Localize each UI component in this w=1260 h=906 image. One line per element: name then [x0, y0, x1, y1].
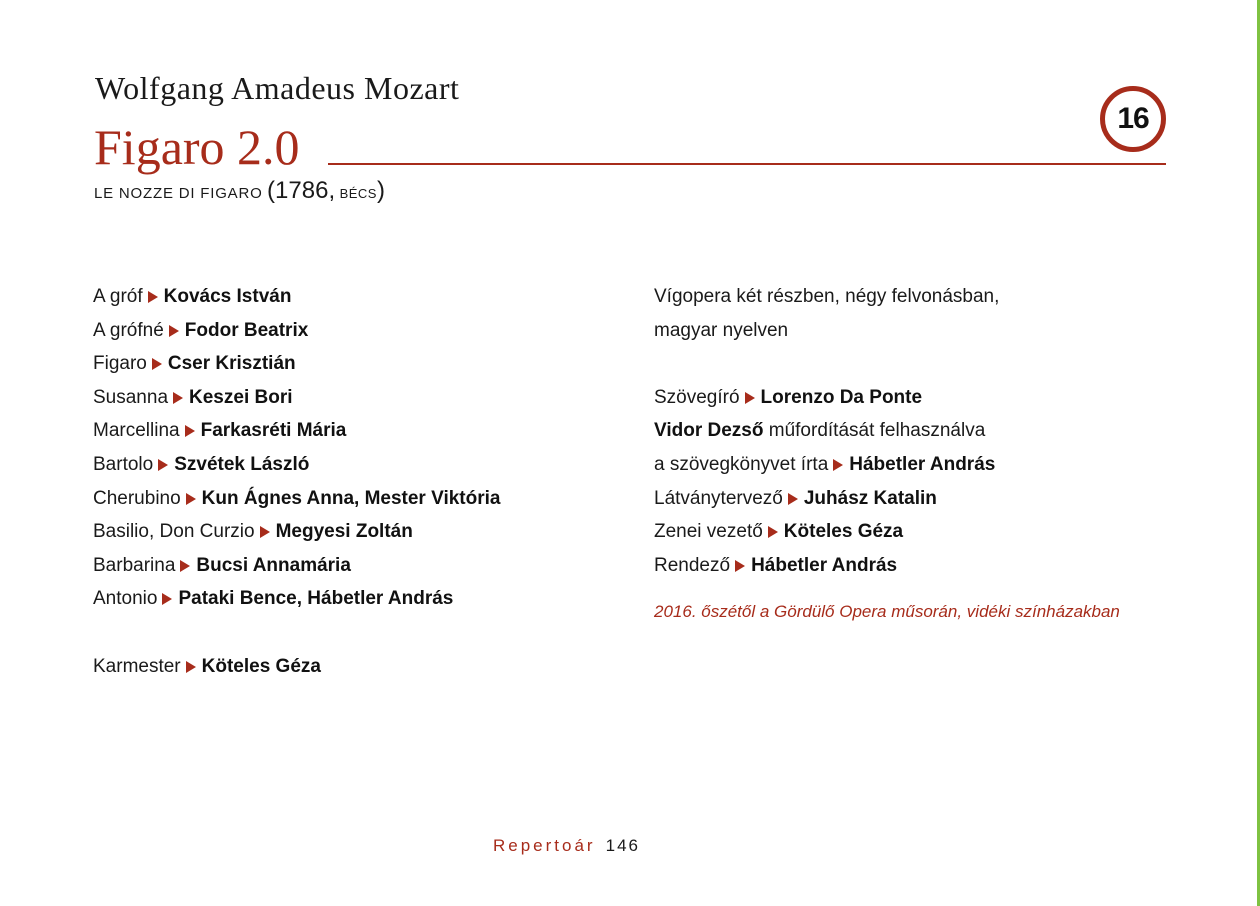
cast-row	[93, 482, 500, 516]
adaptation-row	[654, 448, 1120, 482]
cast-name: Pataki Bence, Hábetler András	[178, 588, 454, 610]
cast-role: Figaro	[93, 353, 147, 375]
cast-row	[93, 448, 500, 482]
spacer	[654, 347, 1120, 381]
triangle-arrow-icon	[185, 425, 195, 437]
designer-row	[654, 482, 1120, 516]
page-footer	[493, 836, 640, 856]
cast-row	[93, 515, 500, 549]
cast-name: Fodor Beatrix	[184, 319, 309, 341]
triangle-arrow-icon	[768, 526, 778, 538]
translator-text: műfordítását felhasználva	[768, 420, 986, 442]
triangle-arrow-icon	[260, 526, 270, 538]
triangle-arrow-icon	[735, 560, 745, 572]
cast-row	[93, 347, 500, 381]
credit-role: a szövegkönyvet írta	[654, 453, 829, 475]
credit-name: Lorenzo Da Ponte	[760, 386, 923, 408]
cast-name: Szvétek László	[174, 453, 310, 475]
credit-name: Hábetler András	[751, 554, 898, 576]
translator-row	[654, 414, 1120, 448]
schedule-note: 2016. őszétől a Gördülő Opera műsorán, vidéki színházakban	[654, 602, 1120, 622]
credit-name: Köteles Géza	[783, 521, 904, 543]
triangle-arrow-icon	[148, 291, 158, 303]
cast-role: A gróf	[93, 286, 143, 307]
original-title-line	[94, 177, 385, 205]
credit-name: Hábetler András	[849, 453, 996, 475]
footer-section: Repertoár	[493, 836, 596, 855]
cast-role: A grófné	[93, 319, 164, 341]
cast-role: Bartolo	[93, 453, 154, 475]
cast-list	[93, 280, 500, 683]
cast-row	[93, 314, 500, 348]
triangle-arrow-icon	[169, 325, 179, 337]
triangle-arrow-icon	[158, 459, 168, 471]
triangle-arrow-icon	[833, 459, 843, 471]
production-title: Figaro 2.0	[94, 119, 300, 175]
librettist-row	[654, 381, 1120, 415]
triangle-arrow-icon	[162, 593, 172, 605]
cast-name: Bucsi Annamária	[196, 554, 351, 576]
triangle-arrow-icon	[173, 392, 183, 404]
triangle-arrow-icon	[180, 560, 190, 572]
conductor-row	[93, 650, 500, 684]
triangle-arrow-icon	[152, 358, 162, 370]
cast-name: Megyesi Zoltán	[275, 521, 413, 543]
triangle-arrow-icon	[745, 392, 755, 404]
premiere-year: 1786,	[275, 177, 336, 204]
cast-role: Barbarina	[93, 554, 176, 576]
paren-close: )	[376, 177, 385, 204]
conductor-role: Karmester	[93, 655, 181, 677]
triangle-arrow-icon	[186, 493, 196, 505]
paren-open: (	[267, 177, 276, 204]
triangle-arrow-icon	[788, 493, 798, 505]
director-row	[654, 549, 1120, 583]
cast-row	[93, 582, 500, 616]
age-rating-badge: 16	[1100, 86, 1166, 152]
music-director-row	[654, 515, 1120, 549]
triangle-arrow-icon	[186, 661, 196, 673]
cast-role: Basilio, Don Curzio	[93, 521, 255, 543]
original-title: LE NOZZE DI FIGARO	[94, 185, 263, 202]
cast-row	[93, 280, 500, 314]
translator-name: Vidor Dezső	[654, 420, 764, 442]
credit-role: Szövegíró	[654, 386, 740, 408]
page-number: 146	[605, 836, 640, 855]
cast-name: Kun Ágnes Anna, Mester Viktória	[201, 487, 501, 509]
production-info	[654, 280, 1120, 624]
composer-name: Wolfgang Amadeus Mozart	[95, 70, 460, 106]
cast-row	[93, 414, 500, 448]
cast-name: Farkasréti Mária	[200, 420, 347, 442]
cast-role: Marcellina	[93, 420, 180, 442]
conductor-name: Köteles Géza	[201, 655, 321, 677]
credit-name: Juhász Katalin	[803, 487, 937, 509]
cast-role: Susanna	[93, 386, 169, 408]
cast-name: Kovács István	[163, 286, 292, 307]
cast-row	[93, 549, 500, 583]
premiere-city: BÉCS	[339, 186, 377, 201]
cast-row	[93, 381, 500, 415]
spacer	[93, 616, 500, 650]
language-line: magyar nyelven	[654, 319, 789, 341]
cast-name: Cser Krisztián	[167, 353, 296, 375]
credit-role: Látványtervező	[654, 487, 783, 509]
title-rule	[328, 163, 1166, 165]
credit-role: Zenei vezető	[654, 521, 763, 543]
credit-role: Rendező	[654, 554, 731, 576]
cast-role: Antonio	[93, 588, 158, 610]
genre-line: Vígopera két részben, négy felvonásban,	[654, 286, 1000, 307]
cast-role: Cherubino	[93, 487, 181, 509]
cast-name: Keszei Bori	[189, 386, 293, 408]
